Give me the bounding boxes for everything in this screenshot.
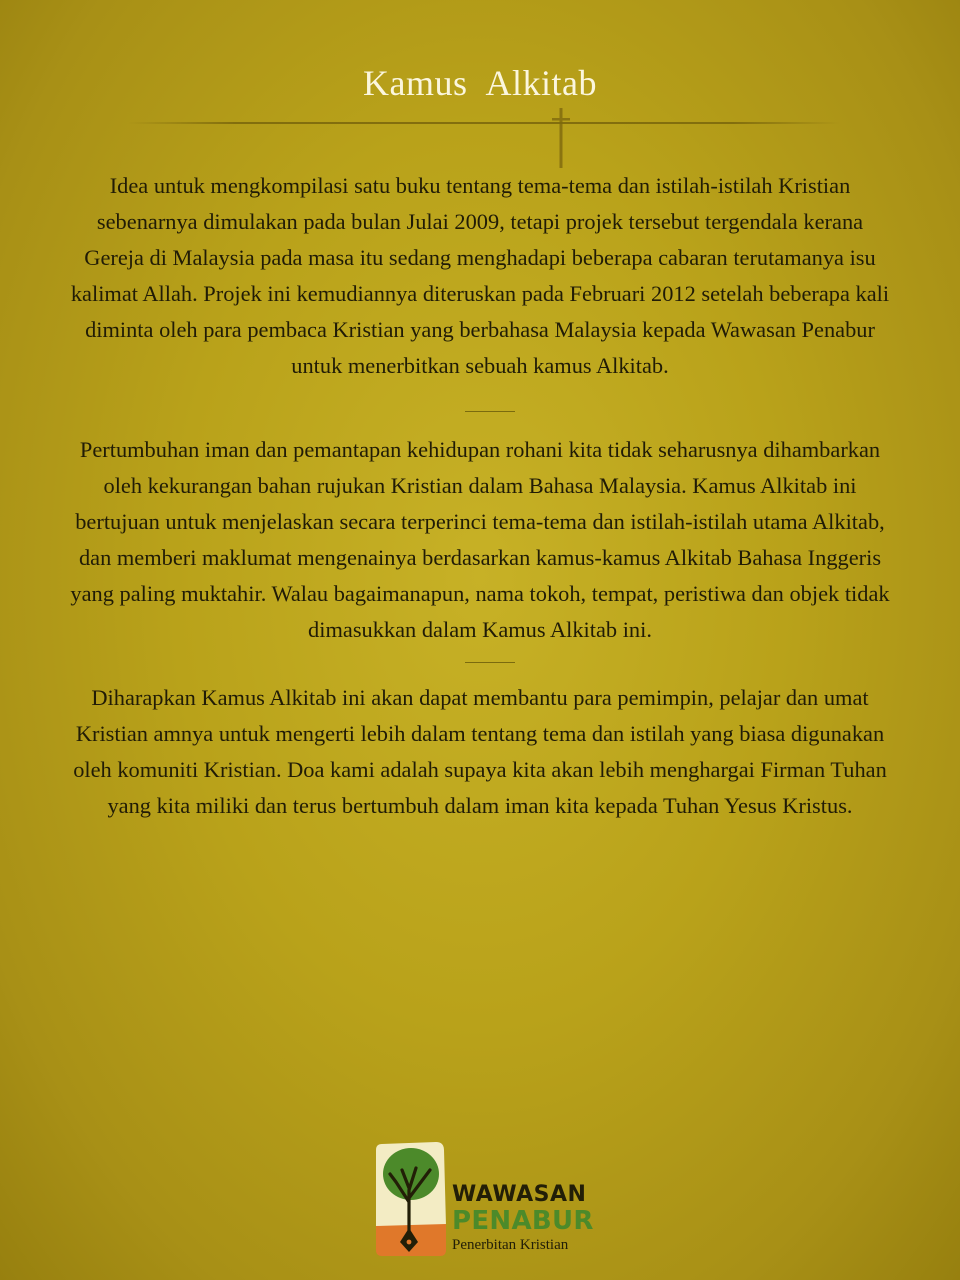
book-title [363, 62, 597, 104]
title-divider [128, 122, 840, 124]
tree-pen-icon [372, 1140, 448, 1258]
cross-icon [549, 108, 573, 168]
paragraph-line: diminta oleh para pembaca Kristian yang berbahasa Malaysia kepada Wawasan Penabur [85, 317, 875, 342]
title-word-alkitab: Alkitab [485, 63, 597, 103]
paragraph-line: kalimat Allah. Projek ini kemudiannya diteruskan pada Februari 2012 setelah beberapa kali [70, 281, 890, 306]
paragraph-3 [40, 680, 920, 824]
paragraph-line: dimasukkan dalam Kamus Alkitab ini. [308, 617, 652, 642]
paragraph-separator [465, 662, 515, 663]
paragraph-separator [465, 411, 515, 412]
paragraph-line: bertujuan untuk menjelaskan secara terperinci tema-tema dan istilah-istilah utama Alkitab, [75, 509, 885, 534]
paragraph-2 [40, 432, 920, 648]
publisher-name-line1: WAWASAN [452, 1182, 587, 1207]
paragraph-line: oleh kekurangan bahan rujukan Kristian dalam Bahasa Malaysia. Kamus Alkitab ini [103, 473, 857, 498]
title-word-kamus: Kamus [363, 63, 468, 103]
publisher-name-line2: PENABUR [452, 1206, 594, 1236]
paragraph-line: dan memberi maklumat mengenainya berdasarkan kamus-kamus Alkitab Bahasa Inggeris [78, 545, 882, 570]
paragraph-line: untuk menerbitkan sebuah kamus Alkitab. [291, 353, 669, 378]
publisher-logo [372, 1140, 612, 1260]
header [0, 62, 960, 104]
paragraph-line: Kristian amnya untuk mengerti lebih dalam tentang tema dan istilah yang biasa digunakan [75, 721, 885, 746]
paragraph-line: yang kita miliki dan terus bertumbuh dalam iman kita kepada Tuhan Yesus Kristus. [107, 793, 853, 818]
paragraph-line: sebenarnya dimulakan pada bulan Julai 2009, tetapi projek tersebut tergendala kerana [96, 209, 864, 234]
publisher-tagline: Penerbitan Kristian [452, 1237, 569, 1253]
paragraph-line: oleh komuniti Kristian. Doa kami adalah supaya kita akan lebih menghargai Firman Tuhan [73, 757, 887, 782]
paragraph-line: Idea untuk mengkompilasi satu buku tentang tema-tema dan istilah-istilah Kristian [109, 173, 851, 198]
paragraph-line: yang paling muktahir. Walau bagaimanapun, nama tokoh, tempat, peristiwa dan objek tidak [70, 581, 890, 606]
paragraph-line: Pertumbuhan iman dan pemantapan kehidupan rohani kita tidak seharusnya dihambarkan [79, 437, 881, 462]
paragraph-line: Diharapkan Kamus Alkitab ini akan dapat membantu para pemimpin, pelajar dan umat [91, 685, 869, 710]
paragraph-1 [40, 168, 920, 384]
paragraph-line: Gereja di Malaysia pada masa itu sedang menghadapi beberapa cabaran terutamanya isu [84, 245, 876, 270]
